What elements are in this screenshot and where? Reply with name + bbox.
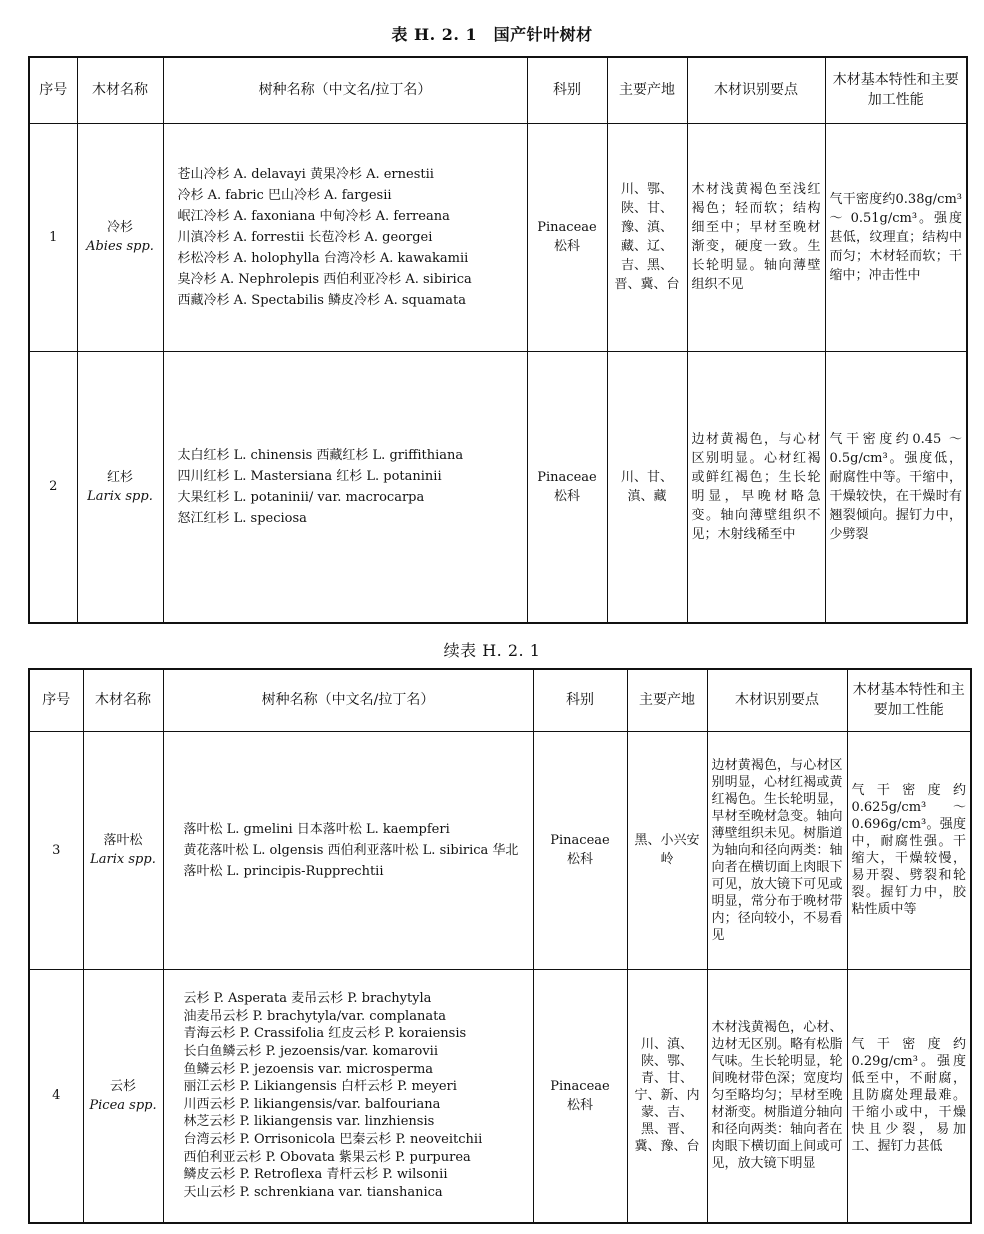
- table-row: [29, 123, 967, 351]
- species-line: 川西云杉 P. likiangensis/var. balfouriana: [183, 1096, 441, 1112]
- header-family: 科别: [527, 57, 607, 123]
- wood-name: [77, 123, 163, 351]
- row-number: 4: [29, 969, 83, 1223]
- wood-name: [83, 969, 163, 1223]
- identification: 木材浅黄褐色，心材、边材无区别。略有松脂气味。生长轮明显，轮间晚材带色深；宽度均匀至略均匀；早材至晚材渐变。树脂道分轴向和径向两类：轴向者在肉眼下横切面上间或可见，放大镜下明显: [707, 969, 847, 1223]
- row-number: 3: [29, 731, 83, 969]
- species-line: 苍山冷杉 A. delavayi 黄果冷杉 A. ernestii: [177, 166, 434, 182]
- region: 川、鄂、陕、甘、豫、滇、藏、辽、吉、黑、晋、冀、台: [607, 123, 687, 351]
- species-line: 丽江云杉 P. Likiangensis 白杆云杉 P. meyeri: [183, 1079, 457, 1095]
- header-species: 树种名称（中文名/拉丁名）: [163, 669, 533, 731]
- properties: 气干密度约0.38g/cm³ ～ 0.51g/cm³。强度甚低，纹理直；结构中而匀；木材轻而软；干缩中；冲击性中: [825, 123, 967, 351]
- wood-name-cn: 落叶松: [103, 833, 143, 848]
- properties: 气干密度约0.625g/cm³ ～ 0.696g/cm³。强度中，耐腐性强。干缩大，干燥较慢，易开裂、劈裂和轮裂。握钉力中，胶粘性质中等: [847, 731, 971, 969]
- species-line: 鱼鳞云杉 P. jezoensis var. microsperma: [183, 1061, 434, 1077]
- species-line: 太白红杉 L. chinensis 西藏红杉 L. griffithiana: [177, 447, 464, 463]
- table2: [28, 668, 972, 1224]
- family-cn: 松科: [553, 239, 580, 254]
- species-line: 臭冷杉 A. Nephrolepis 西伯利亚冷杉 A. sibirica: [177, 271, 472, 287]
- species-line: 油麦吊云杉 P. brachytyla/var. complanata: [183, 1008, 447, 1024]
- species-line: 岷江冷杉 A. faxoniana 中甸冷杉 A. ferreana: [177, 208, 450, 224]
- species-line: 杉松冷杉 A. holophylla 台湾冷杉 A. kawakamii: [177, 250, 469, 266]
- species-list: [163, 123, 527, 351]
- header-properties: 木材基本特性和主要加工性能: [847, 669, 971, 731]
- table1: [28, 56, 968, 624]
- wood-name: [77, 351, 163, 623]
- family-latin: Pinaceae: [550, 833, 610, 848]
- region: 川、滇、陕、鄂、青、甘、宁、新、内蒙、吉、黑、晋、冀、豫、台: [627, 969, 707, 1223]
- wood-name: [83, 731, 163, 969]
- row-number: 2: [29, 351, 77, 623]
- table2-header-row: [29, 669, 971, 731]
- species-line: 西伯利亚云杉 P. Obovata 紫果云杉 P. purpurea: [183, 1149, 471, 1165]
- species-line: 云杉 P. Asperata 麦吊云杉 P. brachytyla: [183, 991, 432, 1007]
- wood-name-cn: 冷杉: [106, 220, 133, 235]
- species-list: [163, 731, 533, 969]
- species-list: [163, 351, 527, 623]
- family-cn: 松科: [566, 852, 593, 867]
- header-wood-name: 木材名称: [77, 57, 163, 123]
- header-region: 主要产地: [607, 57, 687, 123]
- species-line: 长白鱼鳞云杉 P. jezoensis/var. komarovii: [183, 1043, 438, 1059]
- properties: 气干密度约0.45 ～ 0.5g/cm³。强度低，耐腐性中等。干缩中，干燥较快，在干燥时有翘裂倾向。握钉力中，少劈裂: [825, 351, 967, 623]
- species-line: 川滇冷杉 A. forrestii 长苞冷杉 A. georgei: [177, 229, 433, 245]
- family: [533, 969, 627, 1223]
- species-line: 西藏冷杉 A. Spectabilis 鳞皮冷杉 A. squamata: [177, 292, 467, 308]
- family-latin: Pinaceae: [537, 220, 597, 235]
- family: [527, 351, 607, 623]
- species-line: 林芝云杉 P. likiangensis var. linzhiensis: [183, 1114, 435, 1130]
- header-no: 序号: [29, 57, 77, 123]
- region: 黑、小兴安岭: [627, 731, 707, 969]
- header-region: 主要产地: [627, 669, 707, 731]
- wood-name-latin: Larix spp.: [87, 488, 153, 504]
- region: 川、甘、滇、藏: [607, 351, 687, 623]
- table2-caption: 续表 H. 2. 1: [443, 641, 541, 660]
- table-row: [29, 969, 971, 1223]
- family: [533, 731, 627, 969]
- identification: 边材黄褐色，与心材区别明显，心材红褐或黄红褐色。生长轮明显，早材至晚材急变。轴向薄壁组织未见。树脂道为轴向和径向两类：轴向者在横切面上肉眼下可见，放大镜下可见或明显，常分布于晚材带内；径向较小，不易看见: [707, 731, 847, 969]
- identification: 木材浅黄褐色至浅红褐色；轻而软；结构细至中；早材至晚材渐变，硬度一致。生长轮明显。轴向薄壁组织不见: [687, 123, 825, 351]
- table1-header-row: [29, 57, 967, 123]
- header-no: 序号: [29, 669, 83, 731]
- family-latin: Pinaceae: [550, 1078, 610, 1094]
- wood-name-latin: Larix spp.: [90, 852, 156, 867]
- properties: 气干密度约0.29g/cm³。强度低至中，不耐腐，且防腐处理最难。干缩小或中，干燥快且少裂，易加工、握钉力甚低: [847, 969, 971, 1223]
- species-line: 台湾云杉 P. Orrisonicola 巴秦云杉 P. neoveitchii: [183, 1131, 483, 1147]
- wood-name-cn: 云杉: [109, 1078, 136, 1094]
- family-cn: 松科: [566, 1097, 593, 1113]
- family-cn: 松科: [553, 488, 580, 504]
- species-line: 怒江红杉 L. speciosa: [177, 510, 307, 526]
- header-wood-name: 木材名称: [83, 669, 163, 731]
- family: [527, 123, 607, 351]
- family-latin: Pinaceae: [537, 469, 597, 485]
- wood-name-latin: Abies spp.: [86, 239, 154, 254]
- header-properties: 木材基本特性和主要加工性能: [825, 57, 967, 123]
- table1-caption: 表 H. 2. 1 国产针叶树材: [391, 25, 593, 44]
- species-line: 冷杉 A. fabric 巴山冷杉 A. fargesii: [177, 187, 392, 203]
- header-identification: 木材识别要点: [707, 669, 847, 731]
- identification: 边材黄褐色，与心材区别明显。心材红褐或鲜红褐色；生长轮明显，早晚材略急变。轴向薄壁组织不见；木射线稀至中: [687, 351, 825, 623]
- wood-name-cn: 红杉: [106, 469, 133, 485]
- species-line: 落叶松 L. gmelini 日本落叶松 L. kaempferi: [183, 821, 450, 837]
- header-identification: 木材识别要点: [687, 57, 825, 123]
- row-number: 1: [29, 123, 77, 351]
- wood-name-latin: Picea spp.: [89, 1097, 157, 1113]
- table-row: [29, 731, 971, 969]
- species-line: 四川红杉 L. Mastersiana 红杉 L. potaninii: [177, 468, 442, 484]
- species-line: 鳞皮云杉 P. Retroflexa 青杆云杉 P. wilsonii: [183, 1167, 448, 1183]
- header-species: 树种名称（中文名/拉丁名）: [163, 57, 527, 123]
- species-line: 青海云杉 P. Crassifolia 红皮云杉 P. koraiensis: [183, 1026, 467, 1042]
- species-line: 大果红杉 L. potaninii/ var. macrocarpa: [177, 489, 425, 505]
- table-row: [29, 351, 967, 623]
- species-list: [163, 969, 533, 1223]
- header-family: 科别: [533, 669, 627, 731]
- species-line: 天山云杉 P. schrenkiana var. tianshanica: [183, 1184, 443, 1200]
- species-line: 黄花落叶松 L. olgensis 西伯利亚落叶松 L. sibirica 华北落叶松 L. principis-Rupprechtii: [183, 842, 519, 879]
